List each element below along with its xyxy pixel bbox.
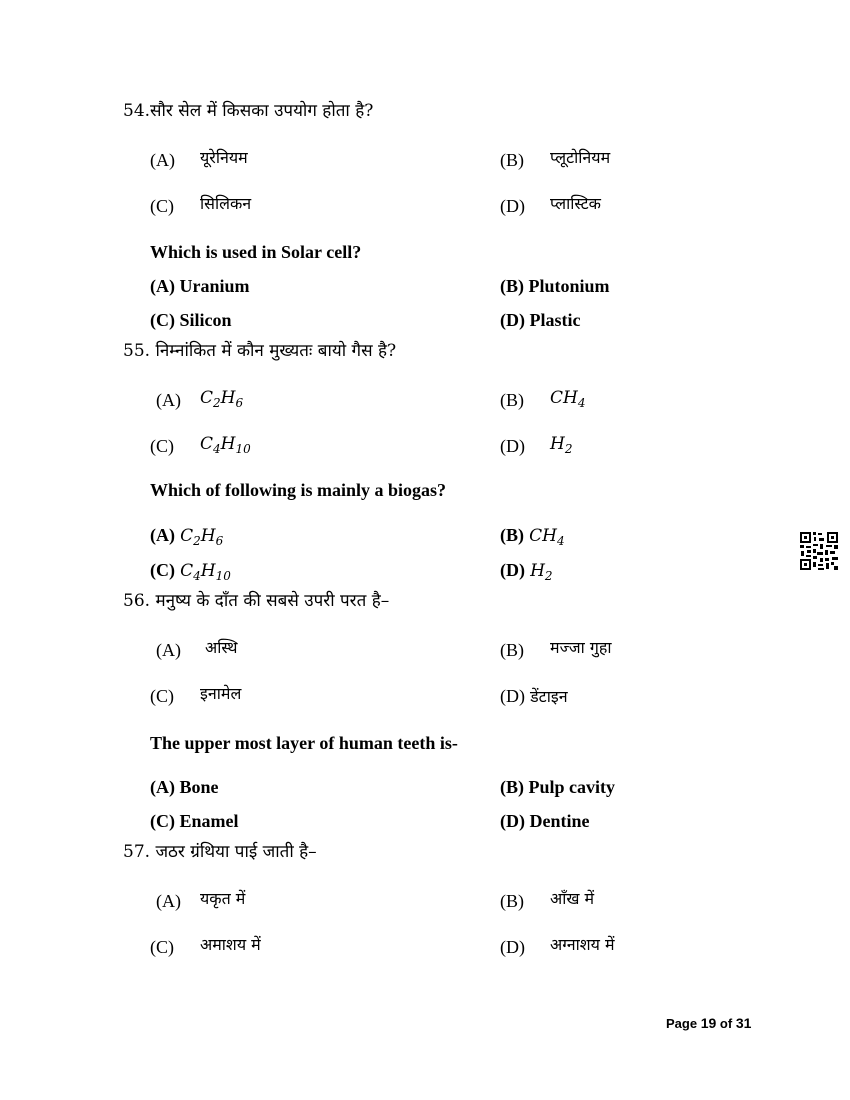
q55-en-option-b-label: (B) xyxy=(500,525,524,545)
question-56-hindi: 56. मनुष्य के दाँत की सबसे उपरी परत है– xyxy=(123,591,390,611)
of-word: of xyxy=(719,1016,733,1031)
q56-en-option-b: (B) Pulp cavity xyxy=(500,777,615,797)
q55-hi-option-c-label: (C) xyxy=(150,436,174,456)
q55-hi-option-c-formula: $C_4H_{10}$ xyxy=(200,434,251,456)
q55-hi-option-b-formula: $CH_4$ xyxy=(550,388,586,410)
q55-en-option-d-formula: $H_2$ xyxy=(530,561,553,583)
q55-hi-option-a-formula: $C_2H_6$ xyxy=(200,388,244,410)
page-total: 31 xyxy=(735,1015,752,1031)
q54-hi-option-a-label: (A) xyxy=(150,150,175,170)
q56-hi-option-b-text: मज्जा गुहा xyxy=(550,638,612,657)
q56-hi-option-b-label: (B) xyxy=(500,640,524,660)
question-54-english: Which is used in Solar cell? xyxy=(150,242,362,262)
q56-hi-option-d-text: डेंटाइन xyxy=(530,687,568,706)
page-current: 19 xyxy=(700,1015,717,1031)
q55-hi-option-b-label: (B) xyxy=(500,390,524,410)
q54-hi-option-b-label: (B) xyxy=(500,150,524,170)
q55-hi-option-d-formula: $H_2$ xyxy=(550,434,573,456)
q54-hi-option-c-text: सिलिकन xyxy=(200,194,252,213)
q54-hi-option-c-label: (C) xyxy=(150,196,174,216)
q57-hi-option-d-label: (D) xyxy=(500,937,525,957)
q57-hi-option-c-text: अमाशय में xyxy=(200,935,261,954)
question-55-hindi: 55. निम्नांकित में कौन मुख्यतः बायो गैस है? xyxy=(123,341,397,361)
q54-hi-option-d-label: (D) xyxy=(500,196,525,216)
q56-en-option-d: (D) Dentine xyxy=(500,811,590,831)
question-56-english: The upper most layer of human teeth is- xyxy=(150,733,458,753)
q56-en-option-c: (C) Enamel xyxy=(150,811,239,831)
q54-en-option-a: (A) Uranium xyxy=(150,276,250,296)
q56-hi-option-a-text: अस्थि xyxy=(205,638,238,657)
q56-hi-option-a-label: (A) xyxy=(156,640,181,660)
q54-hi-option-a-text: यूरेनियम xyxy=(200,148,248,167)
q55-en-option-b xyxy=(500,525,565,548)
q54-en-option-c: (C) Silicon xyxy=(150,310,232,330)
page-word: Page xyxy=(666,1016,698,1031)
qr-code-icon xyxy=(799,531,839,571)
q56-en-option-a: (A) Bone xyxy=(150,777,219,797)
q57-hi-option-a-text: यकृत में xyxy=(200,889,246,908)
q55-en-option-a-label: (A) xyxy=(150,525,175,545)
q54-hi-option-d-text: प्लास्टिक xyxy=(550,194,601,213)
q54-hi-option-b-text: प्लूटोनियम xyxy=(550,148,611,167)
q57-hi-option-b-text: आँख में xyxy=(550,889,595,908)
q57-hi-option-b-label: (B) xyxy=(500,891,524,911)
q57-hi-option-c-label: (C) xyxy=(150,937,174,957)
q55-hi-option-a-label: (A) xyxy=(156,390,181,410)
q55-en-option-c-label: (C) xyxy=(150,560,175,580)
question-55-english: Which of following is mainly a biogas? xyxy=(150,480,447,500)
q55-hi-option-d-label: (D) xyxy=(500,436,525,456)
q56-hi-option-d-label: (D) xyxy=(500,686,525,706)
q55-en-option-a xyxy=(150,525,224,548)
question-54-hindi: 54.सौर सेल में किसका उपयोग होता है? xyxy=(123,101,374,121)
q55-en-option-d xyxy=(500,560,553,583)
q55-en-option-d-label: (D) xyxy=(500,560,525,580)
q57-hi-option-a-label: (A) xyxy=(156,891,181,911)
q55-en-option-b-formula: $CH_4$ xyxy=(529,526,565,548)
question-57-hindi: 57. जठर ग्रंथिया पाई जाती है– xyxy=(123,842,317,862)
q54-en-option-d: (D) Plastic xyxy=(500,310,581,330)
q55-en-option-c xyxy=(150,560,231,583)
q55-en-option-c-formula: $C_4H_{10}$ xyxy=(180,561,231,583)
q56-hi-option-c-label: (C) xyxy=(150,686,174,706)
q57-hi-option-d-text: अग्नाशय में xyxy=(550,935,615,954)
q55-en-option-a-formula: $C_2H_6$ xyxy=(180,526,224,548)
q54-en-option-b: (B) Plutonium xyxy=(500,276,610,296)
page-number xyxy=(666,1016,751,1030)
q56-hi-option-d xyxy=(500,687,568,705)
q56-hi-option-c-text: इनामेल xyxy=(200,684,242,703)
